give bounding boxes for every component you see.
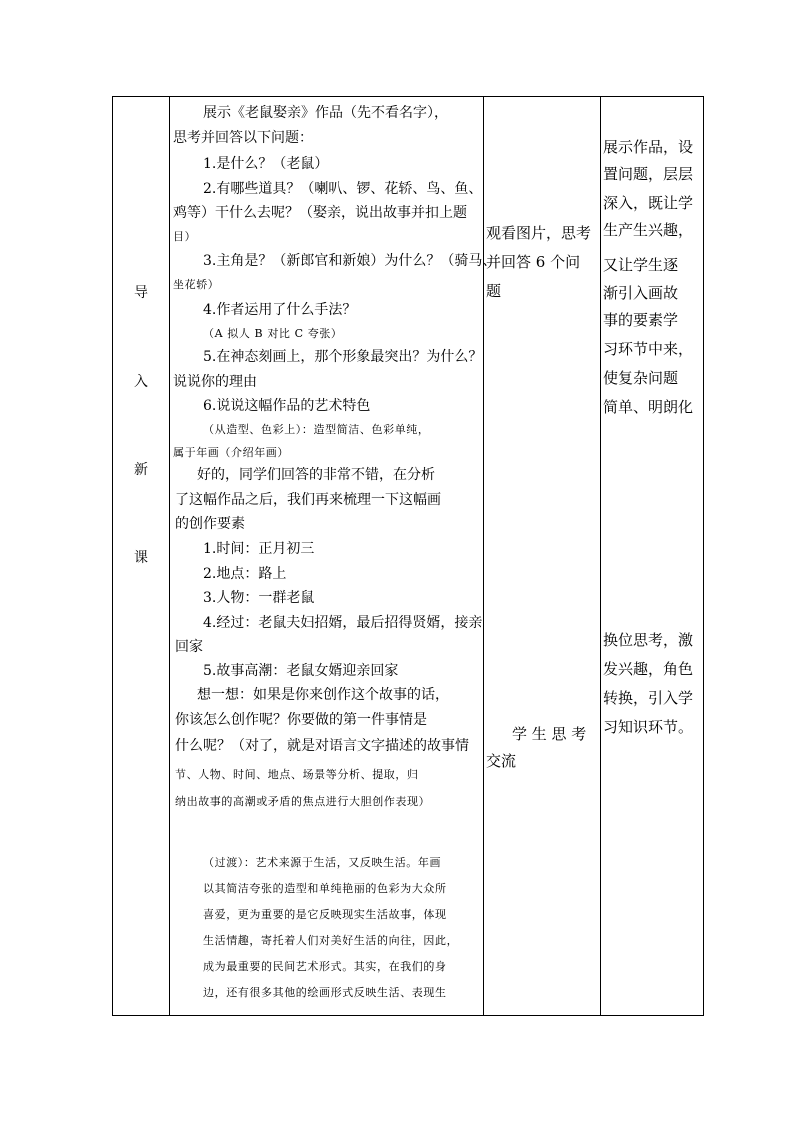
design-intent-line: 简单、明朗化 [603,398,694,416]
content-line: 的创作要素 [175,516,245,532]
content-line: （从造型、色彩上）：造型简洁、色彩单纯， [203,423,430,436]
student-activity-column [486,97,598,1015]
student-activity-line: 学 生 思 考 [512,725,587,743]
content-line: 坐花轿） [173,278,220,291]
design-intent-line: 又让学生逐 [603,256,679,274]
design-intent-line: 习环节中来， [603,340,694,358]
content-line: 5.在神态刻画上，那个形象最突出？为什么？ [203,349,483,365]
column-divider [600,97,601,1015]
content-line: 喜爱，更为重要的是它反映现实生活故事，体现 [203,908,447,921]
content-line: 生活情趣，寄托着人们对美好生活的向往，因此， [203,934,459,947]
content-line: 什么呢？（对了，就是对语言文字描述的故事情 [175,738,469,754]
lesson-table [112,96,704,1016]
teaching-content-column [171,97,497,1015]
design-intent-line: 发兴趣，角色 [603,660,694,678]
content-line: 4.经过：老鼠夫妇招婿，最后招得贤婿，接亲 [203,615,483,631]
section-label-char: 入 [134,374,148,390]
content-line: 1.时间：正月初三 [203,541,315,557]
design-intent-line: 展示作品，设 [603,138,694,156]
student-activity-line: 题 [486,282,502,300]
content-line: 2.有哪些道具？（喇叭、锣、花轿、鸟、鱼、 [203,181,483,197]
content-line: 好的，同学们回答的非常不错，在分析 [197,467,435,483]
content-line: 思考并回答以下问题： [173,130,313,146]
student-activity-line: 交流 [486,752,517,770]
content-line: 边，还有很多其他的绘画形式反映生活、表现生 [203,986,447,999]
content-line: （过渡）：艺术来源于生活，又反映生活。年画 [203,856,442,869]
content-line: 以其简洁夸张的造型和单纯艳丽的色彩为大众所 [203,882,447,895]
design-intent-line: 生产生兴趣， [603,221,694,239]
content-line: 目） [173,230,197,243]
section-label-char: 新 [134,462,148,478]
content-line: 3.人物：一群老鼠 [203,590,315,606]
design-intent-line: 换位思考，激 [603,631,694,649]
design-intent-line: 渐引入画故 [603,284,679,302]
section-label-char: 课 [134,550,148,566]
content-line: 3.主角是？（新郎官和新娘）为什么？（骑马、 [203,253,497,269]
student-activity-line: 并回答 6 个问 [486,253,581,271]
content-line: 2.地点：路上 [203,566,287,582]
design-intent-line: 深入，既让学 [603,194,694,212]
content-line: 展示《老鼠娶亲》作品（先不看名字）， [203,105,448,121]
column-divider [169,97,170,1015]
content-line: 说说你的理由 [173,374,257,390]
content-line: 想一想：如果是你来创作这个故事的话， [197,687,449,703]
design-intent-line: 置问题，层层 [603,165,694,183]
content-line: 6.说说这幅作品的艺术特色 [203,398,371,414]
content-line: 1.是什么？（老鼠） [203,156,329,172]
section-label-column [113,97,169,1015]
design-intent-line: 转换，引入学 [603,689,694,707]
content-line: 成为最重要的民间艺术形式。其实，在我们的身 [203,960,447,973]
content-line: 了这幅作品之后，我们再来梳理一下这幅画 [175,492,441,508]
content-line: （A 拟人 B 对比 C 夸张） [203,327,343,340]
content-line: 你该怎么创作呢？你要做的第一件事情是 [175,712,427,728]
content-line: 回家 [175,639,203,655]
student-activity-line: 观看图片，思考 [486,224,592,242]
content-line: 纳出故事的高潮或矛盾的焦点进行大胆创作表现） [175,795,431,808]
column-divider [483,97,484,1015]
content-line: 鸡等）干什么去呢？（娶亲，说出故事并扣上题 [173,205,467,221]
design-intent-line: 事的要素学 [603,311,679,329]
content-line: 节、人物、时间、地点、场景等分析、提取，归 [175,768,419,781]
design-intent-line: 使复杂问题 [603,369,679,387]
content-line: 属于年画（介绍年画） [173,446,289,459]
content-line: 4.作者运用了什么手法？ [203,302,357,318]
section-label-char: 导 [134,285,148,301]
design-intent-column [603,97,703,1015]
content-line: 5.故事高潮：老鼠女婿迎亲回家 [203,663,399,679]
design-intent-line: 习知识环节。 [603,718,694,736]
